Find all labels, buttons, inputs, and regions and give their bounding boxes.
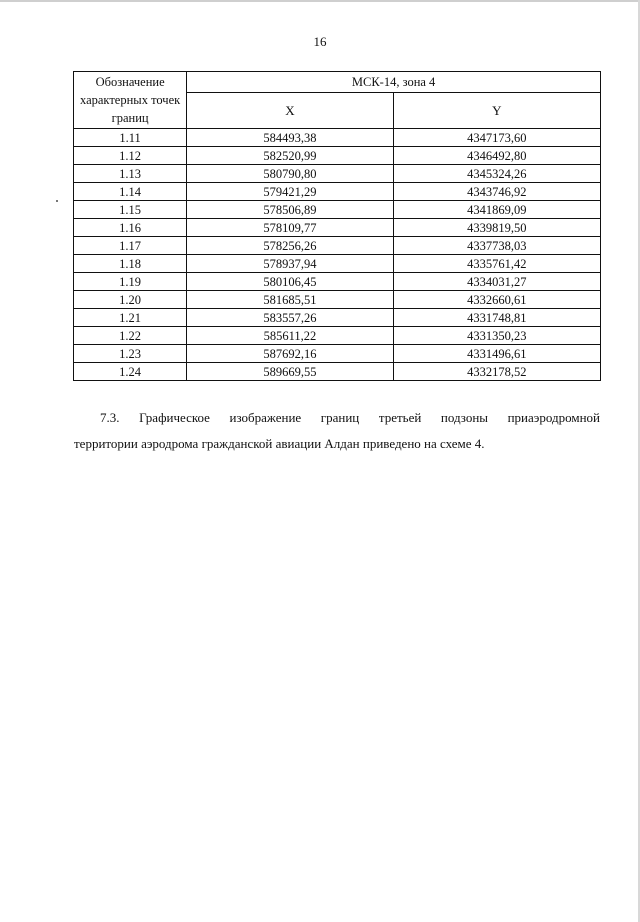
table-row — [74, 129, 601, 147]
cell-point: 1.14 — [74, 183, 187, 201]
table-header-row — [74, 72, 601, 93]
table-row — [74, 255, 601, 273]
paragraph-line-1: 7.3. Графическое изображение границ третьей подзоны приаэродромной — [100, 410, 600, 425]
cell-point: 1.24 — [74, 363, 187, 381]
paragraph-line-2: территории аэродрома гражданской авиации Алдан приведено на схеме 4. — [74, 436, 485, 451]
cell-point: 1.22 — [74, 327, 187, 345]
cell-point: 1.15 — [74, 201, 187, 219]
cell-x: 583557,26 — [187, 309, 393, 327]
table-row — [74, 183, 601, 201]
cell-point: 1.21 — [74, 309, 187, 327]
table-row — [74, 327, 601, 345]
cell-point: 1.20 — [74, 291, 187, 309]
cell-y: 4335761,42 — [393, 255, 600, 273]
cell-y: 4331350,23 — [393, 327, 600, 345]
table-row — [74, 309, 601, 327]
cell-y: 4332660,61 — [393, 291, 600, 309]
cell-y: 4337738,03 — [393, 237, 600, 255]
cell-point: 1.11 — [74, 129, 187, 147]
cell-point: 1.12 — [74, 147, 187, 165]
cell-point: 1.23 — [74, 345, 187, 363]
cell-y: 4332178,52 — [393, 363, 600, 381]
cell-x: 580106,45 — [187, 273, 393, 291]
cell-y: 4331496,61 — [393, 345, 600, 363]
page-number: 16 — [313, 34, 327, 49]
scan-dot — [56, 200, 58, 202]
header-coordinate-system: МСК-14, зона 4 — [187, 72, 601, 93]
header-x: X — [187, 93, 393, 129]
table-row — [74, 201, 601, 219]
cell-y: 4334031,27 — [393, 273, 600, 291]
cell-x: 589669,55 — [187, 363, 393, 381]
cell-point: 1.19 — [74, 273, 187, 291]
cell-x: 582520,99 — [187, 147, 393, 165]
cell-y: 4346492,80 — [393, 147, 600, 165]
table-row — [74, 147, 601, 165]
table-row — [74, 237, 601, 255]
table-body — [74, 129, 601, 381]
cell-x: 584493,38 — [187, 129, 393, 147]
cell-x: 578506,89 — [187, 201, 393, 219]
cell-x: 578937,94 — [187, 255, 393, 273]
cell-x: 578109,77 — [187, 219, 393, 237]
table-row — [74, 345, 601, 363]
paragraph-7-3 — [74, 405, 600, 457]
table-row — [74, 219, 601, 237]
header-point-designation: Обозначение характерных точек границ — [74, 72, 187, 129]
cell-x: 580790,80 — [187, 165, 393, 183]
cell-y: 4339819,50 — [393, 219, 600, 237]
table-row — [74, 363, 601, 381]
table-row — [74, 165, 601, 183]
cell-x: 587692,16 — [187, 345, 393, 363]
coordinates-table — [73, 71, 601, 381]
header-y: Y — [393, 93, 600, 129]
cell-x: 585611,22 — [187, 327, 393, 345]
cell-y: 4331748,81 — [393, 309, 600, 327]
cell-point: 1.13 — [74, 165, 187, 183]
cell-y: 4343746,92 — [393, 183, 600, 201]
cell-x: 581685,51 — [187, 291, 393, 309]
cell-y: 4341869,09 — [393, 201, 600, 219]
cell-y: 4347173,60 — [393, 129, 600, 147]
cell-point: 1.16 — [74, 219, 187, 237]
cell-point: 1.18 — [74, 255, 187, 273]
table-row — [74, 273, 601, 291]
table-row — [74, 291, 601, 309]
cell-point: 1.17 — [74, 237, 187, 255]
cell-y: 4345324,26 — [393, 165, 600, 183]
page-top-edge — [0, 0, 640, 2]
cell-x: 579421,29 — [187, 183, 393, 201]
cell-x: 578256,26 — [187, 237, 393, 255]
